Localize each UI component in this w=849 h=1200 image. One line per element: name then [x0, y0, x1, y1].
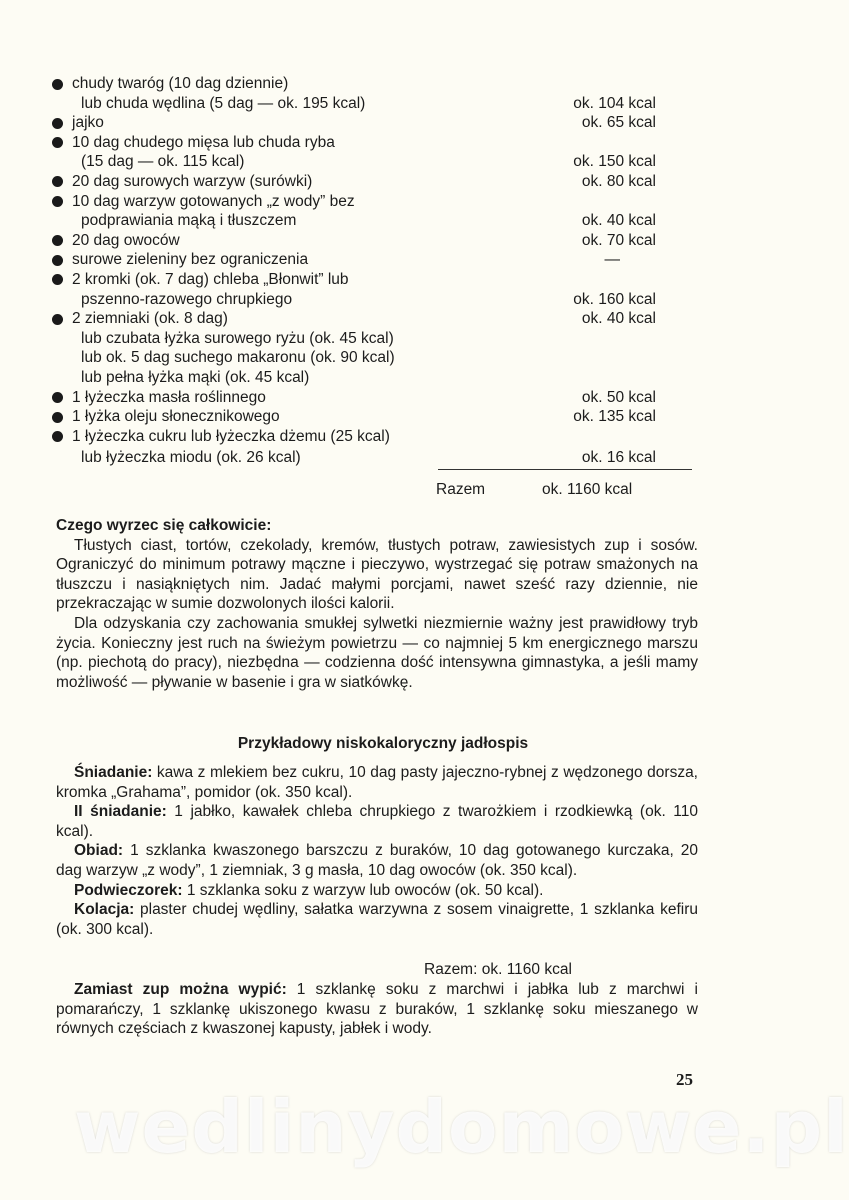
avoid-paragraph: Tłustych ciast, tortów, czekolady, kremów, tłustych potraw, zawiesistych zup i sosów. Ograniczyć do minimum potrawy mączne i pieczywo, wystrzegać się potraw smażonych na tłuszczu i nasiąkniętych nim. Jadać małymi porcjami, nawet sześć razy dziennie, nie przekraczając w sumie dozwolonych ilości kalorii.	[56, 536, 698, 613]
list-item-kcal: ok. 70 kcal	[581, 231, 656, 249]
bullet-icon	[52, 274, 63, 285]
list-item-text: pszenno-razowego chrupkiego	[81, 290, 293, 308]
list-item-kcal: ok. 40 kcal	[581, 212, 656, 230]
meal-label: Śniadanie:	[74, 764, 153, 781]
total-value: ok. 1160 kcal	[542, 481, 633, 498]
list-item-kcal: ok. 80 kcal	[581, 172, 656, 190]
meal-text: plaster chudej wędliny, sałatka warzywna z sosem vinaigrette, 1 szklanka kefiru (ok. 300 kcal).	[56, 901, 698, 938]
list-item-text: 10 dag warzyw gotowanych „z wody” bez	[72, 192, 355, 210]
bullet-icon	[52, 235, 63, 246]
bullet-icon	[52, 314, 63, 325]
list-item	[52, 133, 662, 153]
list-item-kcal: ok. 104 kcal	[573, 94, 656, 112]
total-divider	[438, 469, 692, 470]
list-item-text: lub pełna łyżka mąki (ok. 45 kcal)	[81, 368, 310, 386]
list-item-text: lub łyżeczka miodu (ok. 26 kcal)	[81, 449, 301, 467]
list-item	[52, 368, 662, 388]
avoid-section	[56, 516, 698, 692]
list-item-text: podprawiania mąką i tłuszczem	[81, 212, 297, 230]
list-item	[52, 192, 662, 212]
list-item-text: chudy twaróg (10 dag dziennie)	[72, 75, 289, 92]
soups-text: 1 szklankę soku z marchwi i jabłka lub z marchwi i pomarańczy, 1 szklankę ukiszonego kwasu z buraków, 1 szklankę soku mieszanego w równych częściach z kwaszonej kapusty, jabłek i wody.	[56, 981, 698, 1038]
list-item-text: 10 dag chudego mięsa lub chuda ryba	[72, 133, 335, 151]
bullet-icon	[52, 118, 63, 129]
soups-section	[56, 980, 698, 1039]
menu-title: Przykładowy niskokaloryczny jadłospis	[237, 735, 529, 752]
list-item-text: 1 łyżeczka cukru lub łyżeczka dżemu (25 kcal)	[72, 427, 390, 445]
list-item-kcal: ok. 16 kcal	[581, 449, 656, 467]
bullet-icon	[52, 79, 63, 90]
list-item-kcal: ok. 65 kcal	[581, 114, 656, 132]
list-item-kcal: —	[604, 251, 620, 269]
list-item	[52, 407, 662, 427]
menu-total: Razem: ok. 1160 kcal	[424, 961, 572, 978]
bullet-icon	[52, 255, 63, 266]
list-item	[52, 290, 662, 310]
list-item	[52, 113, 662, 133]
menu-section	[56, 763, 698, 939]
list-item	[52, 448, 662, 468]
meal-label: Kolacja:	[74, 901, 135, 919]
list-item-text: lub czubata łyżka surowego ryżu (ok. 45 kcal)	[81, 329, 394, 347]
list-item-text: 2 kromki (ok. 7 dag) chleba „Błonwit” lub	[72, 270, 349, 288]
list-item	[52, 270, 662, 290]
meal-entry	[56, 802, 698, 841]
list-item	[52, 388, 662, 408]
list-item	[52, 309, 662, 329]
soups-paragraph	[56, 980, 698, 1039]
list-item	[52, 172, 662, 192]
meal-text: 1 szklanka kwaszonego barszczu z buraków, 10 dag gotowanego kurczaka, 20 dag warzyw „z wody”, 1 ziemniak, 3 g masła, 10 dag owoców (ok. 350 kcal).	[56, 842, 698, 879]
meal-text: 1 szklanka soku z warzyw lub owoców (ok. 50 kcal).	[182, 881, 544, 899]
list-item-kcal: ok. 160 kcal	[573, 290, 656, 308]
meal-entry	[56, 900, 698, 939]
list-item	[52, 211, 662, 231]
list-item-text: surowe zieleniny bez ograniczenia	[72, 251, 309, 269]
list-item	[52, 348, 662, 368]
meal-text: kawa z mlekiem bez cukru, 10 dag pasty jajeczno-rybnej z wędzonego dorsza, kromka „Grahama”, pomidor (ok. 350 kcal).	[56, 764, 698, 801]
calorie-list	[52, 74, 662, 468]
list-item	[52, 152, 662, 172]
list-item-text: 20 dag owoców	[72, 231, 180, 249]
bullet-icon	[52, 196, 63, 207]
bullet-icon	[52, 431, 63, 442]
meal-label: Podwieczorek:	[74, 881, 183, 899]
meal-label: II śniadanie:	[74, 803, 167, 821]
lifestyle-paragraph: Dla odzyskania czy zachowania smukłej sylwetki niezmiernie ważny jest prawidłowy tryb życia. Konieczny jest ruch na świeżym powietrzu — co najmniej 5 km energicznego marszu (np. piechotą do pracy), niezbędna — codzienna dość intensywna gimnastyka, a jeśli mamy możliwość — pływanie w basenie i gra w siatkówkę.	[56, 614, 698, 691]
meal-label: Obiad:	[74, 842, 124, 860]
bullet-icon	[52, 392, 63, 403]
meal-text: 1 jabłko, kawałek chleba chrupkiego z twarożkiem i rzodkiewką (ok. 110 kcal).	[56, 803, 698, 840]
list-item-text: jajko	[72, 114, 104, 132]
list-item	[52, 427, 662, 447]
list-item-text: 20 dag surowych warzyw (surówki)	[72, 172, 313, 190]
total-label: Razem	[436, 481, 486, 498]
bullet-icon	[52, 137, 63, 148]
list-item-kcal: ok. 50 kcal	[581, 388, 656, 406]
list-item-text: 2 ziemniaki (ok. 8 dag)	[72, 310, 228, 328]
watermark: wedlinydomowe.pl	[74, 1085, 849, 1169]
list-item	[52, 329, 662, 349]
list-item-kcal: ok. 150 kcal	[573, 153, 656, 171]
page-number: 25	[676, 1070, 693, 1089]
list-item	[52, 74, 662, 94]
meal-entry	[56, 763, 698, 802]
list-item-kcal: ok. 135 kcal	[573, 408, 656, 426]
list-item-kcal: ok. 40 kcal	[581, 310, 656, 328]
list-item	[52, 250, 662, 270]
list-item	[52, 94, 662, 114]
bullet-icon	[52, 412, 63, 423]
list-item-text: (15 dag — ok. 115 kcal)	[81, 153, 245, 171]
meal-entry	[56, 881, 698, 901]
list-item-text: lub ok. 5 dag suchego makaronu (ok. 90 kcal)	[81, 349, 395, 367]
list-item	[52, 231, 662, 251]
soups-label: Zamiast zup można wypić:	[74, 981, 287, 998]
bullet-icon	[52, 176, 63, 187]
avoid-heading: Czego wyrzec się całkowicie:	[56, 517, 272, 534]
list-item-text: lub chuda wędlina (5 dag — ok. 195 kcal)	[81, 94, 366, 112]
meal-entry	[56, 841, 698, 880]
list-item-text: 1 łyżka oleju słonecznikowego	[72, 408, 280, 426]
list-item-text: 1 łyżeczka masła roślinnego	[72, 388, 266, 406]
